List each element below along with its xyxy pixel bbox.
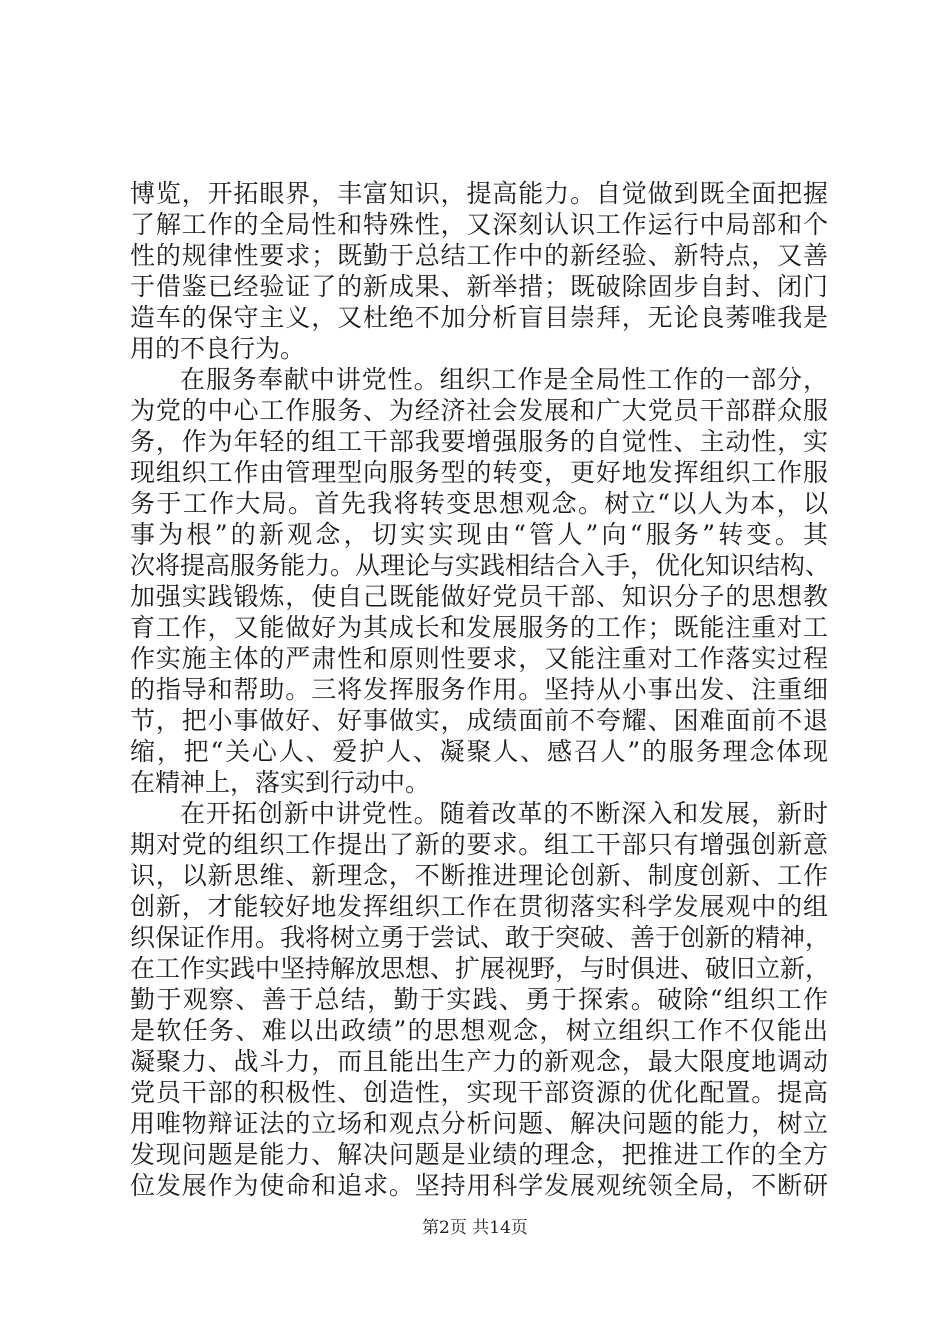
paragraph-line: 为党的中心工作服务、为经济社会发展和广大党员干部群众服 [130, 396, 828, 425]
paragraph-line: 党员干部的积极性、创造性，实现干部资源的优化配置。提高 [130, 1078, 828, 1107]
paragraph-line: 凝聚力、战斗力，而且能出生产力的新观念，最大限度地调动 [130, 1047, 828, 1076]
paragraph-line: 识，以新思维、新理念，不断推进理论创新、制度创新、工作 [130, 861, 828, 890]
paragraph-line: 发现问题是能力、解决问题是业绩的理念，把推进工作的全方 [130, 1140, 828, 1169]
paragraph-line: 节，把小事做好、好事做实，成绩面前不夸耀、困难面前不退 [130, 706, 828, 735]
paragraph-line: 缩，把“关心人、爱护人、凝聚人、感召人”的服务理念体现 [130, 737, 828, 766]
page-footer: 第2页 共14页 [422, 1218, 528, 1238]
paragraph-line: 作实施主体的严肃性和原则性要求，又能注重对工作落实过程 [130, 644, 828, 673]
paragraph-line: 造车的保守主义，又杜绝不加分析盲目崇拜，无论良莠唯我是 [130, 303, 828, 332]
paragraph-line: 织保证作用。我将树立勇于尝试、敢于突破、善于创新的精神， [130, 923, 831, 952]
paragraph-line: 务于工作大局。首先我将转变思想观念。树立“以人为本，以 [130, 489, 828, 518]
paragraph-line: 现组织工作由管理型向服务型的转变，更好地发挥组织工作服 [130, 458, 828, 487]
paragraph-line: 在工作实践中坚持解放思想、扩展视野，与时俱进、破旧立新， [130, 954, 831, 983]
paragraph-line: 了解工作的全局性和特殊性，又深刻认识工作运行中局部和个 [130, 210, 828, 239]
paragraph-line: 次将提高服务能力。从理论与实践相结合入手，优化知识结构、 [130, 551, 831, 580]
paragraph-line: 博览，开拓眼界，丰富知识，提高能力。自觉做到既全面把握 [130, 179, 828, 208]
paragraph-line: 性的规律性要求；既勤于总结工作中的新经验、新特点，又善 [130, 241, 828, 270]
paragraph-line: 务，作为年轻的组工干部我要增强服务的自觉性、主动性，实 [130, 427, 828, 456]
paragraph-line: 育工作，又能做好为其成长和发展服务的工作；既能注重对工 [130, 613, 828, 642]
paragraph-line: 在开拓创新中讲党性。随着改革的不断深入和发展，新时 [180, 799, 828, 828]
paragraph-line: 在精神上，落实到行动中。 [130, 768, 431, 797]
paragraph-line: 勤于观察、善于总结，勤于实践、勇于探索。破除“组织工作 [130, 985, 828, 1014]
paragraph-line: 用的不良行为。 [130, 334, 306, 363]
paragraph-line: 事为根”的新观念，切实实现由“管人”向“服务”转变。其 [130, 520, 828, 549]
paragraph-line: 加强实践锻炼，使自己既能做好党员干部、知识分子的思想教 [130, 582, 828, 611]
paragraph-line: 用唯物辩证法的立场和观点分析问题、解决问题的能力，树立 [130, 1109, 828, 1138]
document-body [130, 178, 831, 1201]
paragraph-line: 创新，才能较好地发挥组织工作在贯彻落实科学发展观中的组 [130, 892, 828, 921]
paragraph-line: 期对党的组织工作提出了新的要求。组工干部只有增强创新意 [130, 830, 828, 859]
paragraph-line: 是软任务、难以出政绩”的思想观念，树立组织工作不仅能出 [130, 1016, 828, 1045]
paragraph-line: 在服务奉献中讲党性。组织工作是全局性工作的一部分， [180, 365, 828, 394]
paragraph-line: 的指导和帮助。三将发挥服务作用。坚持从小事出发、注重细 [130, 675, 828, 704]
paragraph-line: 位发展作为使命和追求。坚持用科学发展观统领全局，不断研 [130, 1171, 828, 1200]
paragraph-line: 于借鉴已经验证了的新成果、新举措；既破除固步自封、闭门 [130, 272, 828, 301]
